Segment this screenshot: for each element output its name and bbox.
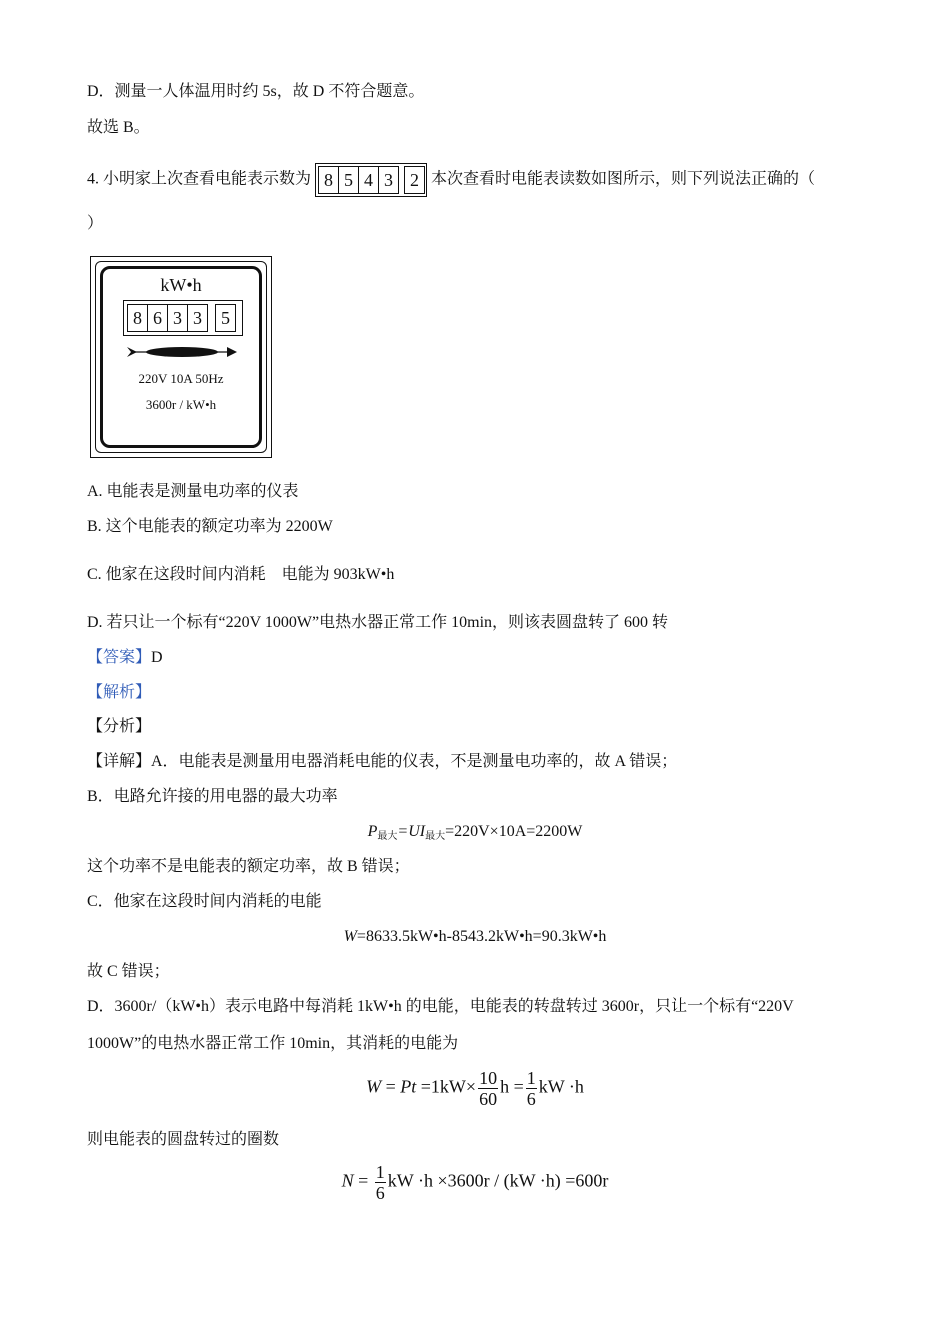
formula-power: $P_{最大}=UI_{最大}=220V\times 10A=2200W$ [367,823,583,842]
detail-b2: 这个功率不是电能表的额定功率，故 B 错误； [87,858,410,875]
fraction: $\frac{1}{6}$ [375,1162,385,1203]
meter-constant: 3600r / kW•h [145,397,217,412]
analysis-tag: 【解析】 [87,684,152,701]
meter-digit: 5 [215,304,236,332]
meter-digit: 6 [147,304,168,332]
previous-reading-box [315,163,427,197]
meter-unit: kW•h [160,275,202,295]
formula-energy: W=8633.5kW•h-8543.2kW•h=90.3kW•h [343,928,607,945]
formula-heater-energy: W = Pt =1kW× $\frac{10}{60}$ h = $\frac{1}{6}$ kW ·h [366,1068,584,1109]
option-b: B. 这个电能表的额定功率为 2200W [87,518,333,535]
meter-digit: 3 [167,304,188,332]
detail-c2: 故 C 错误； [87,963,170,980]
detail-d2: 1000W”的电热水器正常工作 10min，其消耗的电能为 [87,1035,459,1052]
text-line: 故选 B。 [87,119,150,136]
energy-meter-figure [90,256,272,458]
q4-suffix: 本次查看时电能表读数如图所示，则下列说法正确的（ [431,170,816,188]
meter-digit: 3 [187,304,208,332]
text-line: D．测量一人体温用时约 5s，故 D 不符合题意。 [87,83,425,100]
fraction: $\frac{1}{6}$ [526,1068,536,1109]
meter-digit: 8 [127,304,148,332]
option-a: A. 电能表是测量电功率的仪表 [87,483,299,500]
fraction: $\frac{10}{60}$ [479,1068,498,1109]
reading-digit: 5 [338,166,359,194]
detail-a: 【详解】A．电能表是测量用电器消耗电能的仪表，不是测量电功率的，故 A 错误； [87,753,678,770]
detail-c1: C．他家在这段时间内消耗的电能 [87,893,322,910]
reading-digit: 3 [378,166,399,194]
option-d: D. 若只让一个标有“220V 1000W”电热水器正常工作 10min，则该表圆盘转了 600 转 [87,614,669,631]
detail-d1: D．3600r/（kW•h）表示电路中每消耗 1kW•h 的电能，电能表的转盘转过 3600r，只让一个标有“220V [87,998,794,1015]
detail-d3: 则电能表的圆盘转过的圈数 [87,1131,280,1148]
fenxi-tag: 【分析】 [87,718,152,735]
question-4-stem [87,163,815,197]
reading-digit: 2 [404,166,425,194]
option-c: C. 他家在这段时间内消耗 电能为 903kW•h [87,566,395,583]
q4-prefix: 4. 小明家上次查看电能表示数为 [87,170,312,188]
meter-reading [123,300,243,336]
meter-rating: 220V 10A 50Hz [138,371,224,386]
reading-digit: 4 [358,166,379,194]
rotation-disc-icon [127,343,237,361]
answer-value: D [151,649,163,666]
answer-tag: 【答案】 [87,649,152,666]
reading-digit: 8 [318,166,339,194]
detail-b1: B．电路允许接的用电器的最大功率 [87,788,338,805]
q4-close: ） [87,215,104,232]
answer-line [87,648,163,668]
formula-revolutions: N = $\frac{1}{6}$ kW ·h ×3600r / (kW ·h) =600r [341,1162,609,1203]
